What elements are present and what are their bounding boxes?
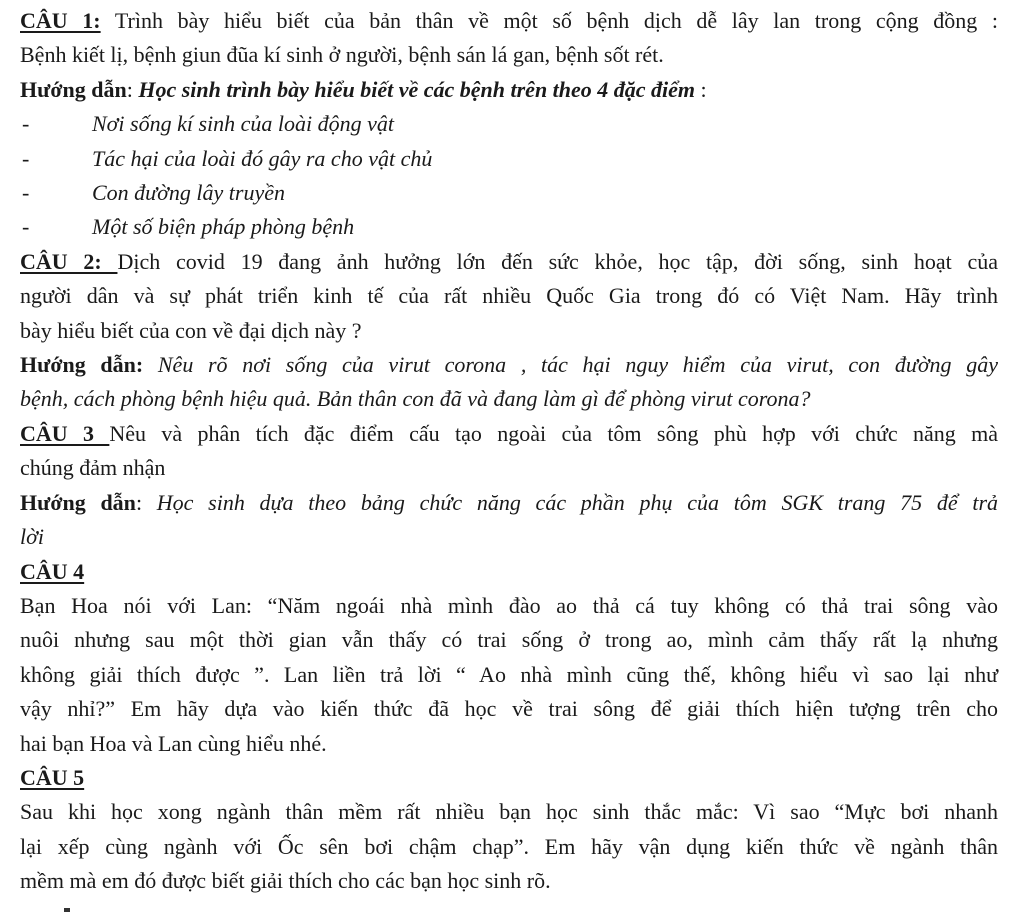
q3-line-1 xyxy=(20,417,998,451)
q2-guide-1: Nêu rõ nơi sống của virut corona , tác hại nguy hiểm của virut, con đường gây xyxy=(143,352,998,378)
q1-guide-end: : xyxy=(695,76,707,102)
q1-guide-colon: : xyxy=(126,76,139,102)
q5-line-2 xyxy=(20,830,998,864)
q2-guide-label: Hướng dẫn: xyxy=(20,352,144,378)
q4-text-4: vậy nhỉ?” Em hãy dựa vào kiến thức đã học về trai sông để giải thích hiện tượng trên cho xyxy=(20,696,998,722)
q1-bullet-text: Nơi sống kí sinh của loài động vật xyxy=(92,111,395,137)
document-page xyxy=(20,0,998,899)
q1-bullet-1 xyxy=(20,107,998,141)
q4-line-1 xyxy=(20,589,998,623)
q5-line-1 xyxy=(20,795,998,829)
q3-guide-label: Hướng dẫn xyxy=(20,489,136,515)
q3-text-2: chúng đảm nhận xyxy=(20,455,166,481)
q5-text-3: mềm mà em đó được biết giải thích cho các bạn học sinh rõ. xyxy=(20,868,551,894)
q1-bullet-2 xyxy=(20,142,998,176)
q3-text-1: Nêu và phân tích đặc điểm cấu tạo ngoài của tôm sông phù hợp với chức năng mà xyxy=(109,420,998,446)
q1-bullet-text: Con đường lây truyền xyxy=(92,180,285,206)
bullet-dash: - xyxy=(22,180,30,206)
q2-text-3: bày hiểu biết của con về đại dịch này ? xyxy=(20,317,362,343)
q2-guide-2: bệnh, cách phòng bệnh hiệu quả. Bản thân con đã và đang làm gì để phòng virut corona? xyxy=(20,386,811,412)
bullet-dash: - xyxy=(22,145,30,171)
q2-text-1: Dịch covid 19 đang ảnh hưởng lớn đến sức khỏe, học tập, đời sống, sinh hoạt của xyxy=(117,248,998,274)
q4-line-4 xyxy=(20,692,998,726)
q2-line-3 xyxy=(20,314,998,348)
q1-bullet-text: Một số biện pháp phòng bệnh xyxy=(92,214,355,240)
q1-line-1 xyxy=(20,4,998,38)
q2-line-1 xyxy=(20,245,998,279)
q5-line-3 xyxy=(20,864,998,898)
q3-label: CÂU 3 xyxy=(20,420,110,446)
q1-label: CÂU 1: xyxy=(20,8,101,33)
q5-text-1: Sau khi học xong ngành thân mềm rất nhiều bạn học sinh thắc mắc: Vì sao “Mực bơi nhanh xyxy=(20,799,998,825)
q3-guide-2: lời xyxy=(20,524,44,550)
q1-guide xyxy=(20,73,998,107)
q4-heading xyxy=(20,555,998,589)
q1-bullet-4 xyxy=(20,210,998,244)
q2-guide-line-2 xyxy=(20,382,998,416)
q4-line-2 xyxy=(20,623,998,657)
q2-guide-line-1 xyxy=(20,348,998,382)
q4-text-3: không giải thích được ”. Lan liền trả lời “ Ao nhà mình cũng thế, không hiểu vì sao lại như xyxy=(20,661,998,687)
q1-guide-text: Học sinh trình bày hiểu biết về các bệnh trên theo 4 đặc điểm xyxy=(138,76,696,102)
q3-guide-line-1 xyxy=(20,486,998,520)
q2-label: CÂU 2: xyxy=(20,248,118,274)
q4-line-5 xyxy=(20,727,998,761)
q1-bullet-3 xyxy=(20,176,998,210)
q1-line-2 xyxy=(20,38,998,72)
q5-heading xyxy=(20,761,998,795)
q3-guide-line-2 xyxy=(20,520,998,554)
q4-label: CÂU 4 xyxy=(20,558,85,584)
q5-label: CÂU 5 xyxy=(20,764,85,790)
q3-line-2 xyxy=(20,451,998,485)
q3-guide-1: Học sinh dựa theo bảng chức năng các phần phụ của tôm SGK trang 75 để trả xyxy=(156,489,999,515)
q2-line-2 xyxy=(20,279,998,313)
q2-text-2: người dân và sự phát triển kinh tế của rất nhiều Quốc Gia trong đó có Việt Nam. Hãy trình xyxy=(20,283,998,309)
q5-text-2: lại xếp cùng ngành với Ốc sên bơi chậm chạp”. Em hãy vận dụng kiến thức về ngành thân xyxy=(20,833,998,859)
q1-guide-label: Hướng dẫn xyxy=(20,76,127,102)
q1-text-1: Trình bày hiểu biết của bản thân về một số bệnh dịch dễ lây lan trong cộng đồng : xyxy=(100,8,998,33)
q4-line-3 xyxy=(20,658,998,692)
q3-guide-colon: : xyxy=(135,489,157,515)
bullet-dash: - xyxy=(22,214,30,240)
q1-bullet-text: Tác hại của loài đó gây ra cho vật chủ xyxy=(92,145,433,171)
q4-text-1: Bạn Hoa nói với Lan: “Năm ngoái nhà mình đào ao thả cá tuy không có thả trai sông vào xyxy=(20,592,998,618)
q4-text-5: hai bạn Hoa và Lan cùng hiểu nhé. xyxy=(20,730,327,756)
q4-text-2: nuôi nhưng sau một thời gian vẫn thấy có trai sống ở trong ao, mình cảm thấy rất lạ nhưng xyxy=(20,627,998,653)
bullet-dash: - xyxy=(22,111,30,137)
q1-text-2: Bệnh kiết lị, bệnh giun đũa kí sinh ở người, bệnh sán lá gan, bệnh sốt rét. xyxy=(20,42,664,68)
page-bottom-mark xyxy=(64,908,70,912)
